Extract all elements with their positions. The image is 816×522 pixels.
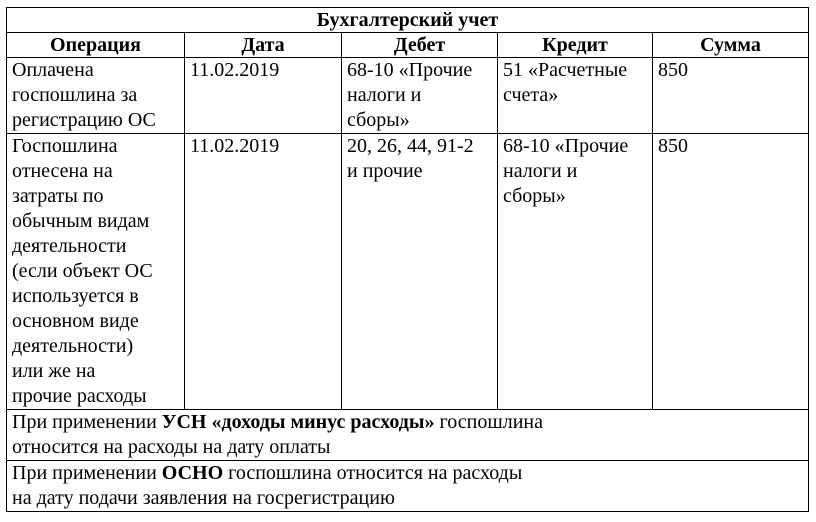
operation-line: (если объект ОС [12, 260, 153, 282]
note-emphasis: УСН «доходы минус расходы» [161, 411, 435, 433]
note-text: При применении [12, 411, 162, 433]
credit-cell [498, 134, 653, 410]
accounting-table [6, 7, 809, 512]
operation-line: отнесена на [12, 160, 113, 182]
amount-cell: 850 [653, 58, 809, 134]
table-row [7, 134, 809, 410]
debit-cell [342, 58, 498, 134]
note-emphasis: ОСНО [161, 462, 224, 484]
note-text: При применении [12, 462, 162, 484]
table-row [7, 58, 809, 134]
date-cell: 11.02.2019 [185, 134, 342, 410]
operation-line: используется в [12, 285, 139, 307]
operation-line: деятельности) [12, 335, 134, 357]
operation-line: прочие расходы [12, 385, 147, 407]
amount-cell: 850 [653, 134, 809, 410]
credit-line: счета» [503, 84, 559, 106]
column-header-date: Дата [185, 33, 342, 58]
operation-line: деятельности [12, 235, 127, 257]
operation-line: Госпошлина [12, 135, 118, 157]
table-header-row [7, 33, 809, 58]
operation-line: или же на [12, 360, 96, 382]
usn-note [7, 410, 809, 461]
credit-line: налоги и [503, 160, 578, 182]
debit-line: сборы» [347, 109, 410, 131]
note-line: на дату подачи заявления на госрегистрацию [12, 487, 395, 509]
credit-cell [498, 58, 653, 134]
debit-cell [342, 134, 498, 410]
note-line [12, 410, 803, 435]
operation-line: обычным видам [12, 210, 150, 232]
credit-line: 51 «Расчетные [503, 59, 628, 81]
operation-line: затраты по [12, 185, 104, 207]
operation-line: основном виде [12, 310, 139, 332]
column-header-operation: Операция [7, 33, 185, 58]
column-header-debit: Дебет [342, 33, 498, 58]
note-row [7, 410, 809, 461]
operation-cell [7, 58, 185, 134]
note-text: госпошлина относится на расходы [223, 462, 523, 484]
operation-line: Оплачена [12, 59, 94, 81]
credit-line: 68-10 «Прочие [503, 135, 629, 157]
credit-line: сборы» [503, 185, 566, 207]
table-title-row [7, 8, 809, 33]
debit-line: 20, 26, 44, 91-2 [347, 135, 474, 157]
osno-note [7, 461, 809, 512]
operation-line: госпошлина за [12, 84, 138, 106]
operation-line: регистрацию ОС [12, 109, 156, 131]
column-header-amount: Сумма [653, 33, 809, 58]
table-title: Бухгалтерский учет [7, 8, 809, 33]
column-header-credit: Кредит [498, 33, 653, 58]
date-cell: 11.02.2019 [185, 58, 342, 134]
debit-line: налоги и [347, 84, 422, 106]
note-line [12, 461, 803, 486]
note-line: относится на расходы на дату оплаты [12, 436, 331, 458]
note-row [7, 461, 809, 512]
note-text: госпошлина [434, 411, 543, 433]
debit-line: 68-10 «Прочие [347, 59, 473, 81]
debit-line: и прочие [347, 160, 423, 182]
operation-cell [7, 134, 185, 410]
